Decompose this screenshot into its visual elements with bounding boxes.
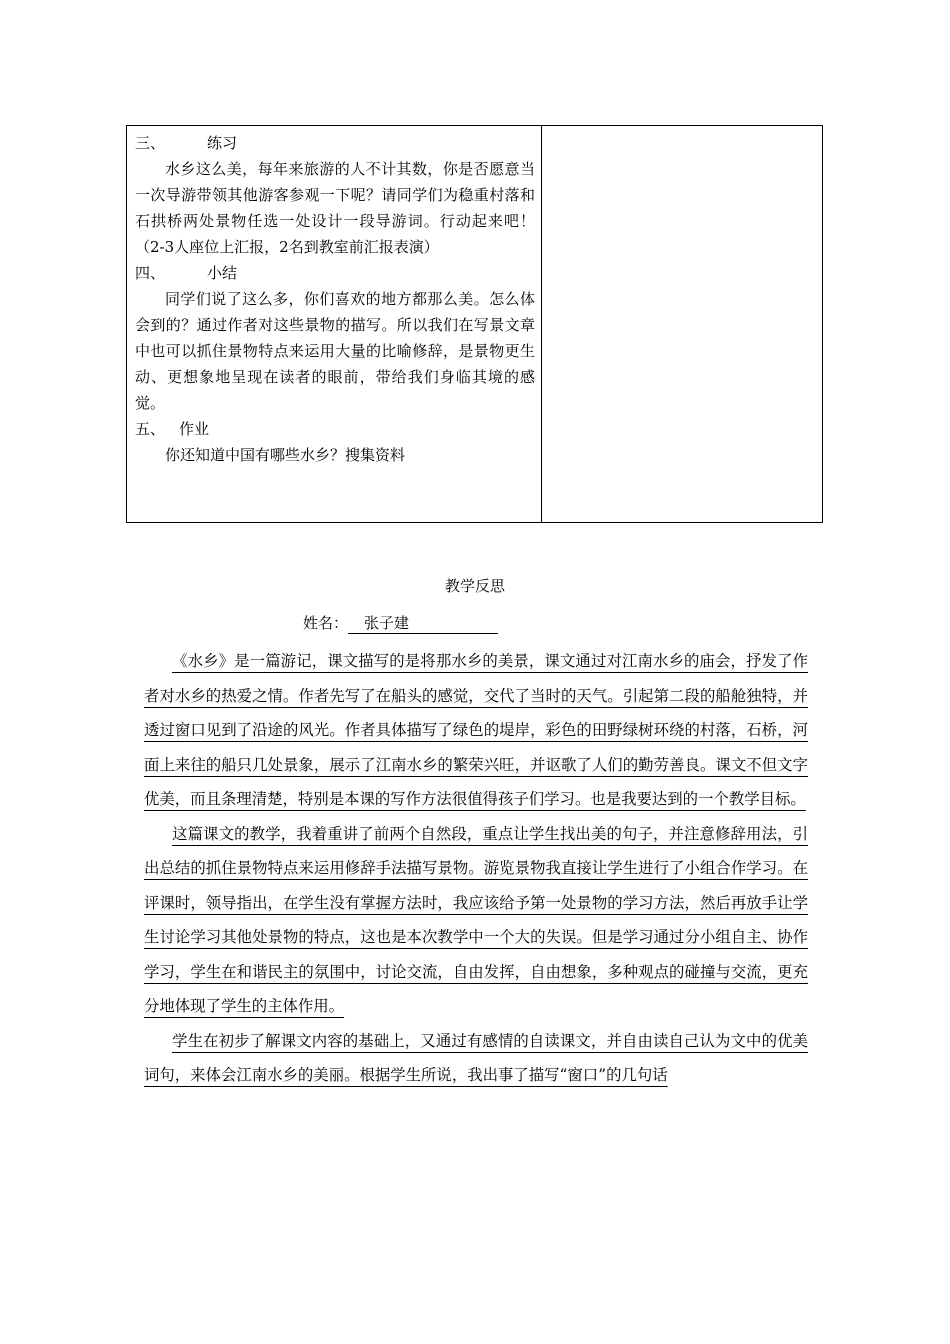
author-line [303,613,498,634]
reflection-paragraph-1: 《水乡》是一篇游记，课文描写的是将那水乡的美景，课文通过对江南水乡的庙会，抒发了作者对水乡的热爱之情。作者先写了在船头的感觉，交代了当时的天气。引起第二段的船舱独特，并透过窗口见到了沿途的风光。作者具体描写了绿色的堤岸，彩色的田野绿树环绕的村落，石桥，河面上来往的船只几处景象，展示了江南水乡的繁荣兴旺，并讴歌了人们的勤劳善良。课文不但文字优美，而且条理清楚，特别是本课的写作方法很值得孩子们学习。也是我要达到的一个教学目标。 [144,652,808,808]
reflection-body [144,644,808,1093]
section-5-number: 五、 [135,420,166,438]
section-5-title: 作业 [179,420,210,438]
lesson-plan-table [126,125,823,523]
section-5-heading [135,416,535,442]
reflection-paragraph-3: 学生在初步了解课文内容的基础上，又通过有感情的自读课文，并自由读自己认为文中的优美词句，来体会江南水乡的美丽。根据学生所说，我出事了描写“窗口”的几句话 [144,1031,808,1084]
section-4-title: 小结 [207,264,238,282]
section-3-text: 水乡这么美，每年来旅游的人不计其数，你是否愿意当一次导游带领其他游客参观一下呢？请同学们为稳重村落和石拱桥两处景物任选一处设计一段导游词。行动起来吧！（2-3人座位上汇报，2名到教室前汇报表演） [135,160,535,256]
section-5-text: 你还知道中国有哪些水乡？搜集资料 [165,446,406,464]
section-4-number: 四、 [135,264,166,282]
section-3-number: 三、 [135,134,166,152]
section-4-heading [135,260,535,286]
table-column-divider [541,126,542,522]
section-3-title: 练习 [207,134,238,152]
section-3-heading [135,130,535,156]
reflection-title: 教学反思 [444,577,505,595]
table-left-cell [135,130,535,468]
reflection-paragraph-2: 这篇课文的教学，我着重讲了前两个自然段，重点让学生找出美的句子，并注意修辞用法，引出总结的抓住景物特点来运用修辞手法描写景物。游览景物我直接让学生进行了小组合作学习。在评课时，领导指出，在学生没有掌握方法时，我应该给予第一处景物的学习方法，然后再放手让学生讨论学习其他处景物的特点，这也是本次教学中一个大的失误。但是学习通过分小组自主、协作学习，学生在和谐民主的氛围中，讨论交流，自由发挥，自由想象，多种观点的碰撞与交流，更充分地体现了学生的主体作用。 [144,824,808,1015]
section-4-text: 同学们说了这么多，你们喜欢的地方都那么美。怎么体会到的？通过作者对这些景物的描写。所以我们在写景文章中也可以抓住景物特点来运用大量的比喻修辞，是景物更生动、更想象地呈现在读者的眼前，带给我们身临其境的感觉。 [135,290,535,412]
author-name: 张子建 [348,613,498,634]
author-label: 姓名： [303,614,349,632]
